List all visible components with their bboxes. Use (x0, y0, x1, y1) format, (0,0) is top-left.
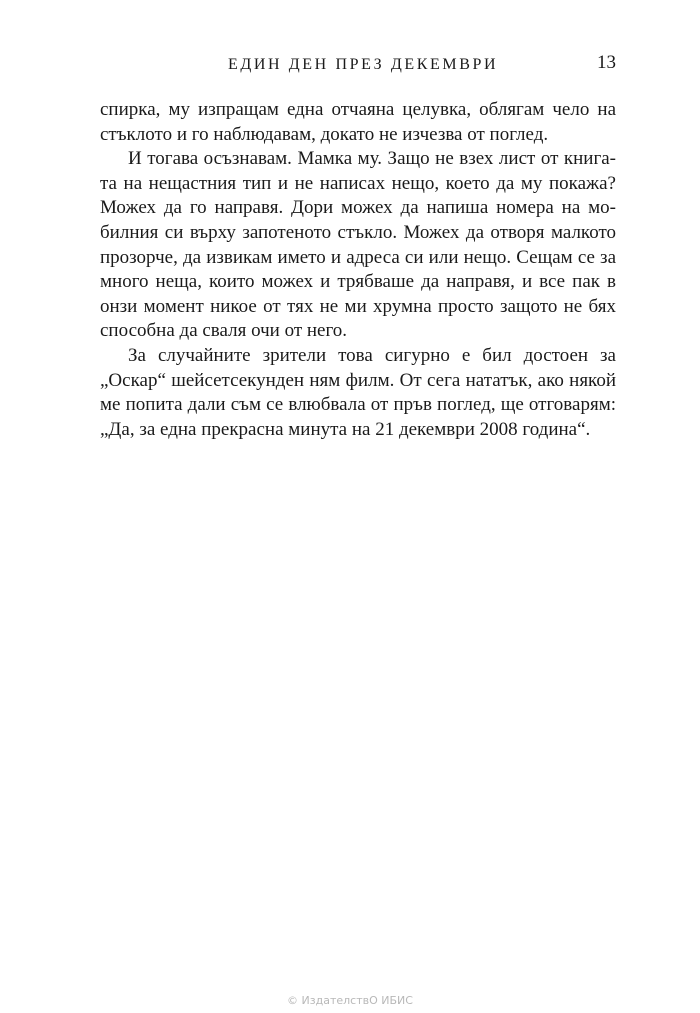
paragraph-2 (100, 147, 616, 344)
paragraph-1 (100, 98, 616, 147)
text-line: спирка, му изпращам една отчаяна целувка, облягам чело на (100, 99, 616, 120)
page-number: 13 (597, 52, 616, 73)
text-line: онзи момент никое от тях не ми хрумна просто защото не бях (100, 295, 616, 317)
text-line: И тогава осъзнавам. Мамка му. Защо не взех лист от книга- (128, 148, 616, 170)
text-line: много неща, които можех и трябваше да направя, и все пак в (100, 271, 616, 293)
publisher-watermark: © ИздателствО ИБИС (287, 994, 413, 1007)
text-line: „Оскар“ шейсетсекунден ням филм. От сега нататък, ако някой (100, 369, 616, 391)
text-line: билния си върху запотеното стъкло. Можех да отворя малкото (100, 221, 616, 243)
body-text (100, 98, 616, 442)
text-line: Можех да го направя. Дори можех да напиша номера на мо- (100, 197, 616, 219)
text-line: За случайните зрители това сигурно е бил достоен за (128, 344, 616, 366)
paragraph-3 (100, 344, 616, 442)
text-line: прозорче, да извикам името и адреса си или нещо. Сещам се за (100, 246, 616, 268)
text-line: способна да сваля очи от него. (100, 320, 348, 342)
running-header (100, 52, 616, 80)
text-line: „Да, за една прекрасна минута на 21 декември 2008 година“. (100, 418, 591, 440)
text-line: та на нещастния тип и не написах нещо, което да му покажа? (100, 172, 616, 194)
running-title: ЕДИН ДЕН ПРЕЗ ДЕКЕМВРИ (228, 56, 499, 73)
text-line: ме попита дали съм се влюбвала от пръв поглед, ще отговарям: (100, 394, 616, 416)
text-line: стъклото и го наблюдавам, докато не изчезва от поглед. (100, 123, 549, 145)
